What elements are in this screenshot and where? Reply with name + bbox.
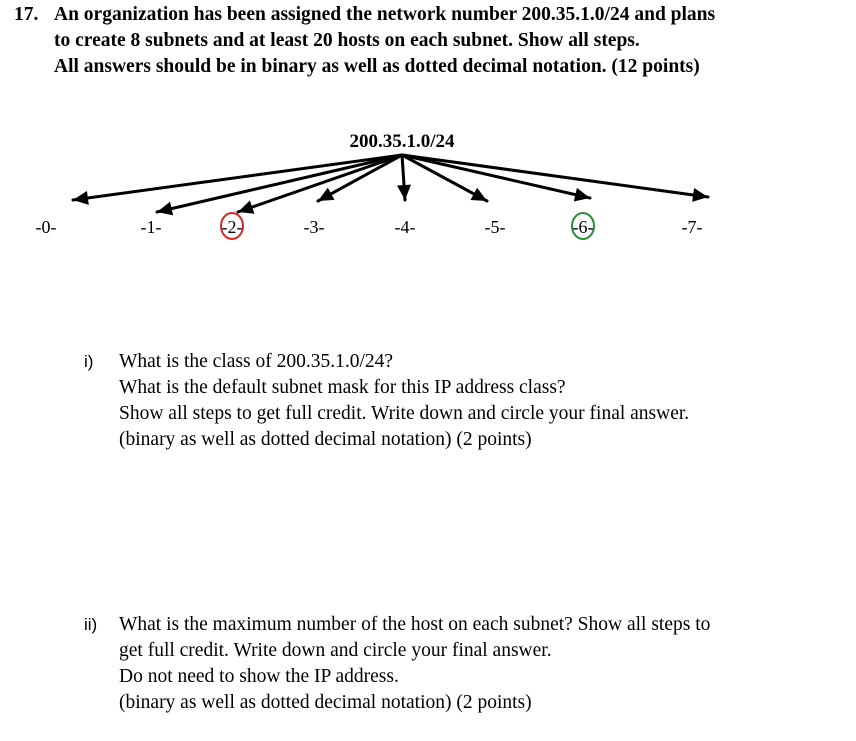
subquestion-line: What is the default subnet mask for this IP address class?: [119, 377, 566, 398]
subquestion-marker: i): [84, 352, 94, 371]
branch-arrows: [73, 155, 708, 215]
arrowhead: [73, 191, 89, 205]
subnet-label: -7-: [681, 217, 703, 237]
subquestion-line: get full credit. Write down and circle your final answer.: [119, 640, 552, 661]
arrowhead: [157, 202, 173, 216]
circle-marks: [221, 213, 594, 239]
subquestion-line: Show all steps to get full credit. Write down and circle your final answer.: [119, 403, 690, 424]
subnet-label: -2-: [221, 217, 243, 237]
circle-mark: [221, 213, 243, 239]
subnet-label: -3-: [303, 217, 325, 237]
subquestion-line: What is the class of 200.35.1.0/24?: [119, 351, 394, 372]
branch-line: [402, 155, 405, 200]
arrowhead: [574, 188, 590, 202]
subquestion-line: (binary as well as dotted decimal notation) (2 points): [119, 429, 532, 450]
subquestion-marker: ii): [84, 615, 98, 634]
branch-line: [157, 155, 402, 212]
branch-line: [73, 155, 402, 200]
branch-line: [402, 155, 590, 198]
branch-line: [402, 155, 487, 201]
subnet-label: -1-: [140, 217, 162, 237]
question-line-2: to create 8 subnets and at least 20 hosts on each subnet. Show all steps.: [54, 30, 640, 51]
circle-mark: [572, 213, 594, 239]
arrowhead: [318, 188, 335, 201]
root-network-label: 200.35.1.0/24: [349, 131, 455, 152]
arrowhead: [692, 188, 708, 202]
branch-line: [318, 155, 402, 201]
arrowhead: [397, 185, 411, 200]
subnet-label: -6-: [572, 217, 594, 237]
subquestion-line: (binary as well as dotted decimal notation) (2 points): [119, 692, 532, 713]
subnet-label: -5-: [484, 217, 506, 237]
question-number: 17.: [14, 4, 39, 25]
arrowhead: [238, 200, 254, 213]
subquestion-line: Do not need to show the IP address.: [119, 666, 399, 687]
branch-line: [238, 155, 402, 212]
subquestion-line: What is the maximum number of the host on each subnet? Show all steps to: [119, 614, 711, 635]
subnet-label: -4-: [394, 217, 416, 237]
question-line-1: An organization has been assigned the network number 200.35.1.0/24 and plans: [54, 4, 716, 25]
arrowhead: [470, 188, 487, 201]
branch-line: [402, 155, 708, 197]
subnet-labels: [36, 217, 703, 237]
subnet-label: -0-: [35, 217, 57, 237]
question-line-3: All answers should be in binary as well as dotted decimal notation. (12 points): [54, 56, 700, 77]
